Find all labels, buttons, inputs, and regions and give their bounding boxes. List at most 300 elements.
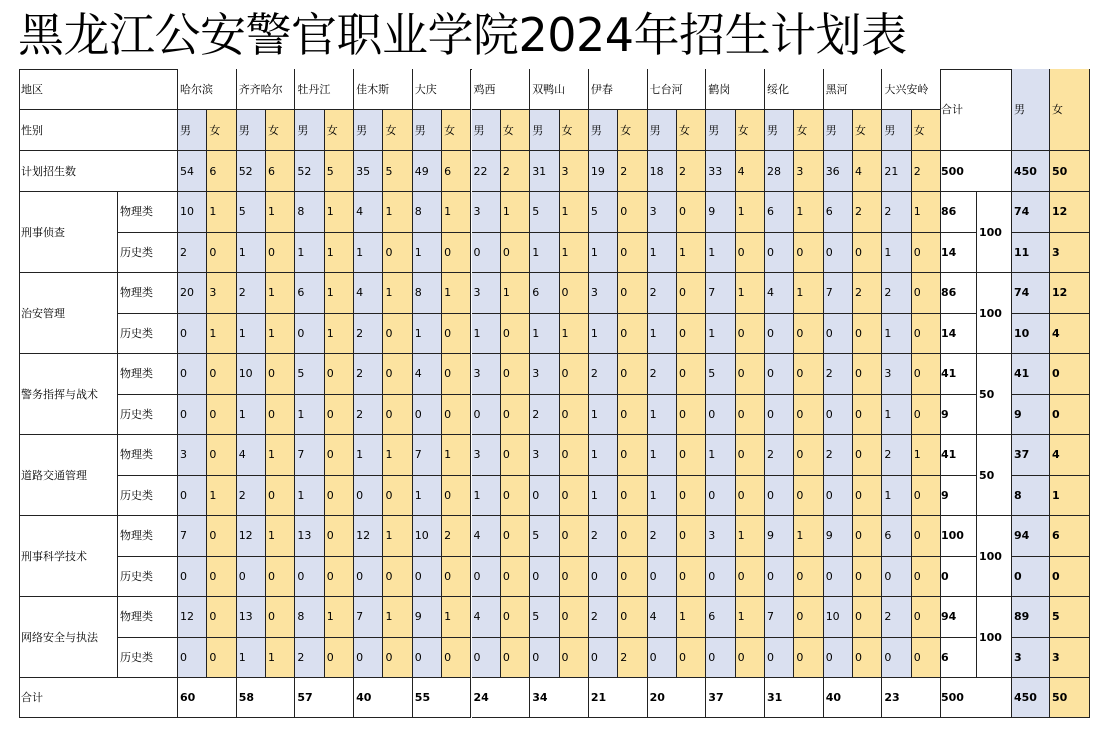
data-cell: 0 — [618, 516, 647, 557]
data-cell: 1 — [736, 192, 765, 233]
data-cell: 0 — [618, 597, 647, 638]
data-cell: 1 — [560, 192, 589, 233]
data-cell: 0 — [325, 476, 354, 517]
data-cell: 0 — [295, 314, 324, 355]
subject-type: 物理类 — [118, 354, 178, 395]
data-cell: 1 — [354, 435, 383, 476]
region-name: 大兴安岭 — [882, 69, 941, 110]
plan-total: 500 — [939, 151, 1012, 192]
region-total: 58 — [237, 678, 296, 718]
plan-cell: 31 — [530, 151, 559, 192]
row-female: 6 — [1050, 516, 1090, 557]
data-cell: 2 — [648, 516, 677, 557]
region-total: 55 — [413, 678, 472, 718]
plan-cell: 6 — [266, 151, 295, 192]
plan-cell: 2 — [618, 151, 647, 192]
data-cell: 1 — [237, 638, 266, 679]
data-cell: 1 — [413, 314, 442, 355]
data-cell: 0 — [618, 233, 647, 274]
data-cell: 9 — [765, 516, 794, 557]
data-cell: 0 — [178, 557, 207, 598]
data-cell: 1 — [560, 233, 589, 274]
data-cell: 1 — [325, 597, 354, 638]
data-cell: 1 — [501, 273, 530, 314]
data-cell: 0 — [266, 395, 295, 436]
major-name: 治安管理 — [19, 273, 118, 354]
row-female: 3 — [1050, 233, 1090, 274]
data-cell: 0 — [501, 516, 530, 557]
data-cell: 0 — [912, 395, 941, 436]
plan-cell: 49 — [413, 151, 442, 192]
total-header: 合计 — [939, 69, 1012, 151]
data-cell: 0 — [765, 557, 794, 598]
data-cell: 1 — [648, 476, 677, 517]
data-cell: 1 — [295, 476, 324, 517]
page-title: 黑龙江公安警官职业学院2024年招生计划表 — [18, 8, 907, 62]
data-cell: 0 — [618, 557, 647, 598]
data-cell: 0 — [413, 557, 442, 598]
gender-female: 女 — [618, 110, 647, 151]
gender-male: 男 — [648, 110, 677, 151]
data-cell: 1 — [472, 314, 501, 355]
data-cell: 0 — [237, 557, 266, 598]
data-cell: 0 — [442, 233, 471, 274]
data-cell: 2 — [295, 638, 324, 679]
gender-female: 女 — [736, 110, 765, 151]
data-cell: 5 — [237, 192, 266, 233]
data-cell: 0 — [560, 435, 589, 476]
row-female: 3 — [1050, 638, 1090, 679]
data-cell: 4 — [354, 192, 383, 233]
data-cell: 0 — [383, 638, 412, 679]
data-cell: 1 — [383, 435, 412, 476]
row-male: 37 — [1012, 435, 1050, 476]
data-cell: 2 — [648, 354, 677, 395]
gender-female: 女 — [677, 110, 706, 151]
major-group-total: 100 — [977, 516, 1012, 597]
plan-cell: 52 — [237, 151, 266, 192]
plan-cell: 19 — [589, 151, 618, 192]
data-cell: 0 — [677, 476, 706, 517]
data-cell: 0 — [589, 557, 618, 598]
row-male: 9 — [1012, 395, 1050, 436]
plan-cell: 2 — [912, 151, 941, 192]
data-cell: 0 — [207, 516, 236, 557]
data-cell: 0 — [266, 233, 295, 274]
data-cell: 0 — [442, 476, 471, 517]
data-cell: 0 — [677, 516, 706, 557]
data-cell: 0 — [207, 354, 236, 395]
data-cell: 0 — [853, 476, 882, 517]
data-cell: 2 — [530, 395, 559, 436]
data-cell: 0 — [677, 354, 706, 395]
row-total: 14 — [939, 314, 977, 355]
data-cell: 1 — [266, 435, 295, 476]
data-cell: 0 — [501, 557, 530, 598]
data-cell: 0 — [354, 638, 383, 679]
data-cell: 2 — [648, 273, 677, 314]
region-total: 23 — [882, 678, 941, 718]
data-cell: 2 — [589, 597, 618, 638]
data-cell: 1 — [589, 476, 618, 517]
region-name: 佳木斯 — [354, 69, 413, 110]
data-cell: 0 — [178, 354, 207, 395]
plan-cell: 21 — [882, 151, 911, 192]
data-cell: 5 — [295, 354, 324, 395]
gender-female: 女 — [325, 110, 354, 151]
data-cell: 3 — [472, 192, 501, 233]
row-male: 3 — [1012, 638, 1050, 679]
data-cell: 5 — [530, 597, 559, 638]
region-header-label: 地区 — [19, 69, 178, 110]
data-cell: 0 — [912, 314, 941, 355]
subject-type: 历史类 — [118, 233, 178, 274]
data-cell: 0 — [325, 395, 354, 436]
plan-cell: 5 — [383, 151, 412, 192]
data-cell: 1 — [413, 233, 442, 274]
region-total: 40 — [824, 678, 883, 718]
gender-male: 男 — [765, 110, 794, 151]
data-cell: 5 — [589, 192, 618, 233]
data-cell: 1 — [266, 192, 295, 233]
data-cell: 1 — [882, 314, 911, 355]
data-cell: 1 — [677, 233, 706, 274]
plan-cell: 4 — [736, 151, 765, 192]
data-cell: 7 — [824, 273, 853, 314]
data-cell: 0 — [442, 354, 471, 395]
data-cell: 0 — [178, 638, 207, 679]
subject-type: 物理类 — [118, 273, 178, 314]
data-cell: 12 — [178, 597, 207, 638]
gender-male: 男 — [882, 110, 911, 151]
row-male: 0 — [1012, 557, 1050, 598]
data-cell: 0 — [853, 435, 882, 476]
region-name: 绥化 — [765, 69, 824, 110]
data-cell: 6 — [882, 516, 911, 557]
data-cell: 0 — [560, 516, 589, 557]
data-cell: 0 — [501, 597, 530, 638]
data-cell: 0 — [354, 476, 383, 517]
data-cell: 1 — [677, 597, 706, 638]
data-cell: 0 — [472, 638, 501, 679]
plan-cell: 18 — [648, 151, 677, 192]
data-cell: 1 — [736, 273, 765, 314]
data-cell: 3 — [530, 354, 559, 395]
data-cell: 0 — [560, 557, 589, 598]
data-cell: 8 — [413, 192, 442, 233]
major-group-total: 100 — [977, 597, 1012, 678]
data-cell: 3 — [706, 516, 735, 557]
data-cell: 0 — [178, 314, 207, 355]
data-cell: 0 — [794, 557, 823, 598]
data-cell: 4 — [413, 354, 442, 395]
row-male: 89 — [1012, 597, 1050, 638]
plan-cell: 6 — [442, 151, 471, 192]
plan-cell: 36 — [824, 151, 853, 192]
data-cell: 2 — [882, 273, 911, 314]
data-cell: 0 — [442, 638, 471, 679]
data-cell: 1 — [706, 233, 735, 274]
row-male: 94 — [1012, 516, 1050, 557]
gender-male: 男 — [295, 110, 324, 151]
data-cell: 0 — [207, 233, 236, 274]
male-header: 男 — [1012, 69, 1050, 151]
data-cell: 0 — [618, 435, 647, 476]
data-cell: 1 — [383, 192, 412, 233]
data-cell: 2 — [853, 273, 882, 314]
data-cell: 0 — [266, 476, 295, 517]
data-cell: 0 — [912, 273, 941, 314]
row-male: 8 — [1012, 476, 1050, 517]
data-cell: 0 — [853, 597, 882, 638]
data-cell: 0 — [706, 395, 735, 436]
major-group-total: 50 — [977, 354, 1012, 435]
data-cell: 2 — [354, 314, 383, 355]
data-cell: 0 — [618, 476, 647, 517]
major-name: 刑事科学技术 — [19, 516, 118, 597]
region-total: 37 — [706, 678, 765, 718]
data-cell: 0 — [560, 476, 589, 517]
data-cell: 13 — [237, 597, 266, 638]
data-cell: 4 — [648, 597, 677, 638]
row-total: 9 — [939, 395, 977, 436]
data-cell: 7 — [178, 516, 207, 557]
plan-label: 计划招生数 — [19, 151, 178, 192]
subject-type: 历史类 — [118, 314, 178, 355]
row-female: 1 — [1050, 476, 1090, 517]
data-cell: 20 — [178, 273, 207, 314]
data-cell: 0 — [413, 395, 442, 436]
gender-male: 男 — [589, 110, 618, 151]
data-cell: 0 — [794, 638, 823, 679]
data-cell: 0 — [824, 233, 853, 274]
subject-type: 历史类 — [118, 395, 178, 436]
data-cell: 0 — [912, 233, 941, 274]
data-cell: 3 — [589, 273, 618, 314]
data-cell: 0 — [325, 354, 354, 395]
data-cell: 3 — [178, 435, 207, 476]
data-cell: 0 — [765, 395, 794, 436]
gender-male: 男 — [354, 110, 383, 151]
data-cell: 1 — [472, 476, 501, 517]
data-cell: 2 — [882, 597, 911, 638]
grand-male: 450 — [1012, 678, 1050, 718]
data-cell: 12 — [237, 516, 266, 557]
row-female: 5 — [1050, 597, 1090, 638]
region-total: 57 — [295, 678, 354, 718]
data-cell: 2 — [589, 354, 618, 395]
data-cell: 2 — [354, 395, 383, 436]
data-cell: 0 — [618, 354, 647, 395]
data-cell: 0 — [442, 314, 471, 355]
data-cell: 1 — [237, 314, 266, 355]
data-cell: 7 — [706, 273, 735, 314]
data-cell: 0 — [853, 314, 882, 355]
gender-male: 男 — [178, 110, 207, 151]
data-cell: 0 — [266, 597, 295, 638]
data-cell: 0 — [736, 435, 765, 476]
gender-header-label: 性别 — [19, 110, 178, 151]
gender-female: 女 — [266, 110, 295, 151]
gender-male: 男 — [824, 110, 853, 151]
data-cell: 1 — [589, 314, 618, 355]
data-cell: 9 — [824, 516, 853, 557]
data-cell: 1 — [266, 314, 295, 355]
row-female: 12 — [1050, 192, 1090, 233]
data-cell: 12 — [354, 516, 383, 557]
data-cell: 3 — [530, 435, 559, 476]
data-cell: 0 — [765, 314, 794, 355]
data-cell: 7 — [413, 435, 442, 476]
data-cell: 2 — [178, 233, 207, 274]
data-cell: 0 — [794, 314, 823, 355]
region-name: 七台河 — [648, 69, 707, 110]
major-group-total: 50 — [977, 435, 1012, 516]
data-cell: 1 — [442, 435, 471, 476]
data-cell: 0 — [912, 354, 941, 395]
data-cell: 2 — [589, 516, 618, 557]
row-total: 0 — [939, 557, 977, 598]
gender-male: 男 — [530, 110, 559, 151]
data-cell: 1 — [383, 516, 412, 557]
data-cell: 8 — [295, 597, 324, 638]
data-cell: 1 — [295, 233, 324, 274]
plan-cell: 3 — [560, 151, 589, 192]
region-total: 40 — [354, 678, 413, 718]
row-male: 11 — [1012, 233, 1050, 274]
plan-cell: 4 — [853, 151, 882, 192]
data-cell: 0 — [325, 638, 354, 679]
data-cell: 1 — [794, 516, 823, 557]
data-cell: 1 — [912, 435, 941, 476]
row-total: 14 — [939, 233, 977, 274]
data-cell: 0 — [677, 273, 706, 314]
data-cell: 8 — [413, 273, 442, 314]
data-cell: 0 — [383, 557, 412, 598]
data-cell: 0 — [736, 638, 765, 679]
data-cell: 0 — [207, 638, 236, 679]
data-cell: 1 — [207, 192, 236, 233]
data-cell: 0 — [765, 233, 794, 274]
data-cell: 2 — [824, 435, 853, 476]
data-cell: 0 — [530, 476, 559, 517]
row-male: 10 — [1012, 314, 1050, 355]
row-total: 41 — [939, 435, 977, 476]
gender-female: 女 — [853, 110, 882, 151]
gender-male: 男 — [413, 110, 442, 151]
data-cell: 3 — [207, 273, 236, 314]
data-cell: 1 — [325, 314, 354, 355]
data-cell: 1 — [794, 192, 823, 233]
data-cell: 0 — [912, 476, 941, 517]
data-cell: 3 — [648, 192, 677, 233]
region-name: 哈尔滨 — [178, 69, 237, 110]
plan-cell: 3 — [794, 151, 823, 192]
data-cell: 7 — [765, 597, 794, 638]
plan-cell: 52 — [295, 151, 324, 192]
data-cell: 0 — [472, 395, 501, 436]
data-cell: 0 — [501, 638, 530, 679]
gender-female: 女 — [560, 110, 589, 151]
data-cell: 1 — [648, 395, 677, 436]
data-cell: 0 — [560, 395, 589, 436]
data-cell: 0 — [677, 192, 706, 233]
row-female: 0 — [1050, 557, 1090, 598]
data-cell: 0 — [618, 192, 647, 233]
data-cell: 0 — [589, 638, 618, 679]
data-cell: 3 — [472, 354, 501, 395]
data-cell: 0 — [824, 638, 853, 679]
data-cell: 2 — [237, 476, 266, 517]
row-total: 9 — [939, 476, 977, 517]
data-cell: 2 — [442, 516, 471, 557]
data-cell: 4 — [237, 435, 266, 476]
data-cell: 6 — [530, 273, 559, 314]
region-total: 21 — [589, 678, 648, 718]
data-cell: 0 — [853, 395, 882, 436]
row-female: 12 — [1050, 273, 1090, 314]
major-group-total: 100 — [977, 273, 1012, 354]
data-cell: 1 — [530, 233, 559, 274]
data-cell: 2 — [853, 192, 882, 233]
female-header: 女 — [1050, 69, 1090, 151]
data-cell: 1 — [882, 476, 911, 517]
data-cell: 1 — [266, 516, 295, 557]
data-cell: 1 — [648, 233, 677, 274]
data-cell: 0 — [765, 638, 794, 679]
plan-cell: 22 — [472, 151, 501, 192]
row-total: 6 — [939, 638, 977, 679]
data-cell: 1 — [560, 314, 589, 355]
data-cell: 0 — [413, 638, 442, 679]
data-cell: 0 — [295, 557, 324, 598]
plan-cell: 6 — [207, 151, 236, 192]
data-cell: 0 — [853, 638, 882, 679]
gender-female: 女 — [501, 110, 530, 151]
data-cell: 0 — [912, 638, 941, 679]
data-cell: 0 — [383, 314, 412, 355]
plan-female: 50 — [1050, 151, 1090, 192]
data-cell: 0 — [677, 557, 706, 598]
row-female: 4 — [1050, 435, 1090, 476]
data-cell: 1 — [237, 395, 266, 436]
subject-type: 物理类 — [118, 597, 178, 638]
data-cell: 0 — [354, 557, 383, 598]
row-total: 100 — [939, 516, 977, 557]
data-cell: 0 — [501, 435, 530, 476]
data-cell: 0 — [677, 314, 706, 355]
data-cell: 0 — [442, 395, 471, 436]
data-cell: 0 — [325, 557, 354, 598]
data-cell: 0 — [207, 557, 236, 598]
data-cell: 1 — [325, 233, 354, 274]
data-cell: 0 — [501, 233, 530, 274]
data-cell: 0 — [648, 557, 677, 598]
data-cell: 1 — [325, 192, 354, 233]
data-cell: 2 — [237, 273, 266, 314]
data-cell: 0 — [266, 557, 295, 598]
subject-type: 物理类 — [118, 435, 178, 476]
data-cell: 0 — [794, 597, 823, 638]
data-cell: 1 — [912, 192, 941, 233]
subject-type: 历史类 — [118, 638, 178, 679]
data-cell: 0 — [853, 354, 882, 395]
row-female: 0 — [1050, 354, 1090, 395]
data-cell: 0 — [794, 435, 823, 476]
data-cell: 0 — [736, 233, 765, 274]
data-cell: 0 — [325, 435, 354, 476]
totals-label: 合计 — [19, 678, 178, 718]
